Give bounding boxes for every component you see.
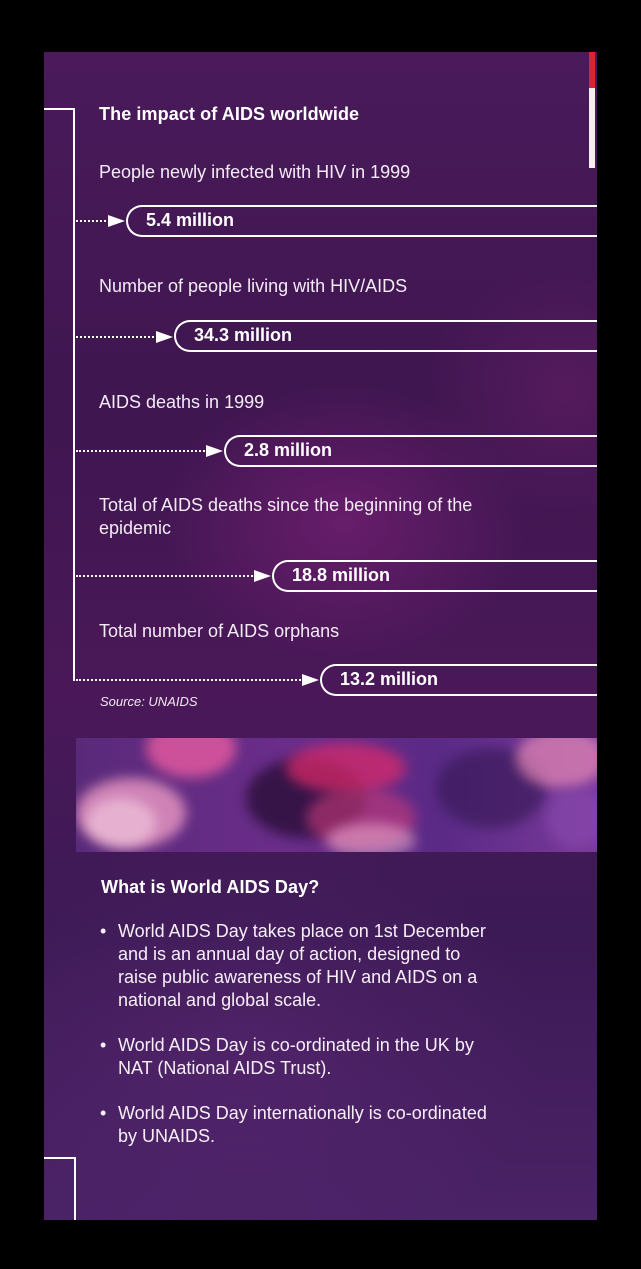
stat-label-living-with-hiv: Number of people living with HIV/AIDS [99, 276, 408, 296]
stat-value-pill [224, 435, 597, 467]
stat-value-orphans: 13.2 million [340, 669, 439, 689]
stat-label-deaths-1999: AIDS deaths in 1999 [99, 392, 265, 412]
arrow-icon [108, 215, 125, 227]
stat-connector-dots [76, 336, 158, 338]
list-item: • World AIDS Day internationally is co-ordinated by UNAIDS. [100, 1102, 540, 1148]
edge-strip-white [589, 88, 595, 168]
stat-label-total-deaths [99, 494, 472, 540]
stat-value-pill [320, 664, 597, 696]
stat-value-pill [174, 320, 597, 352]
list-item: • World AIDS Day takes place on 1st December and is an annual day of action, designed to raise public awareness of HIV and AIDS on a national and global scale. [100, 920, 540, 1012]
edge-strip-red [589, 52, 595, 88]
impact-title: The impact of AIDS worldwide [99, 104, 360, 124]
bracket-top-tick [44, 108, 74, 110]
arrow-icon [254, 570, 271, 582]
stat-connector-dots [76, 450, 208, 452]
world-aids-day-title: What is World AIDS Day? [101, 877, 320, 897]
stat-value-pill [272, 560, 597, 592]
crowd-photo [76, 738, 597, 852]
stat-connector-dots [76, 679, 304, 681]
arrow-icon [206, 445, 223, 457]
source-note: Source: UNAIDS [100, 694, 198, 709]
arrow-icon [156, 331, 173, 343]
stat-value-living-with-hiv: 34.3 million [194, 325, 293, 345]
stat-value-new-infections: 5.4 million [146, 210, 235, 230]
stat-label-orphans: Total number of AIDS orphans [99, 621, 340, 641]
leaflet-page [44, 52, 597, 1220]
stat-label-total-deaths-line1: Total of AIDS deaths since the beginning of the [99, 495, 473, 515]
world-aids-day-list [100, 920, 540, 1170]
stat-connector-dots [76, 575, 256, 577]
bracket-bottom-vertical [74, 1157, 76, 1220]
stat-connector-dots [76, 220, 110, 222]
stat-value-deaths-1999: 2.8 million [244, 440, 333, 460]
bracket-bottom-tick [44, 1157, 76, 1159]
list-item: • World AIDS Day is co-ordinated in the UK by NAT (National AIDS Trust). [100, 1034, 540, 1080]
bracket-vertical-line [73, 108, 75, 681]
stat-label-new-infections: People newly infected with HIV in 1999 [99, 162, 411, 182]
arrow-icon [302, 674, 319, 686]
stat-label-total-deaths-line2: epidemic [99, 518, 172, 538]
stat-value-total-deaths: 18.8 million [292, 565, 391, 585]
stat-value-pill [126, 205, 597, 237]
